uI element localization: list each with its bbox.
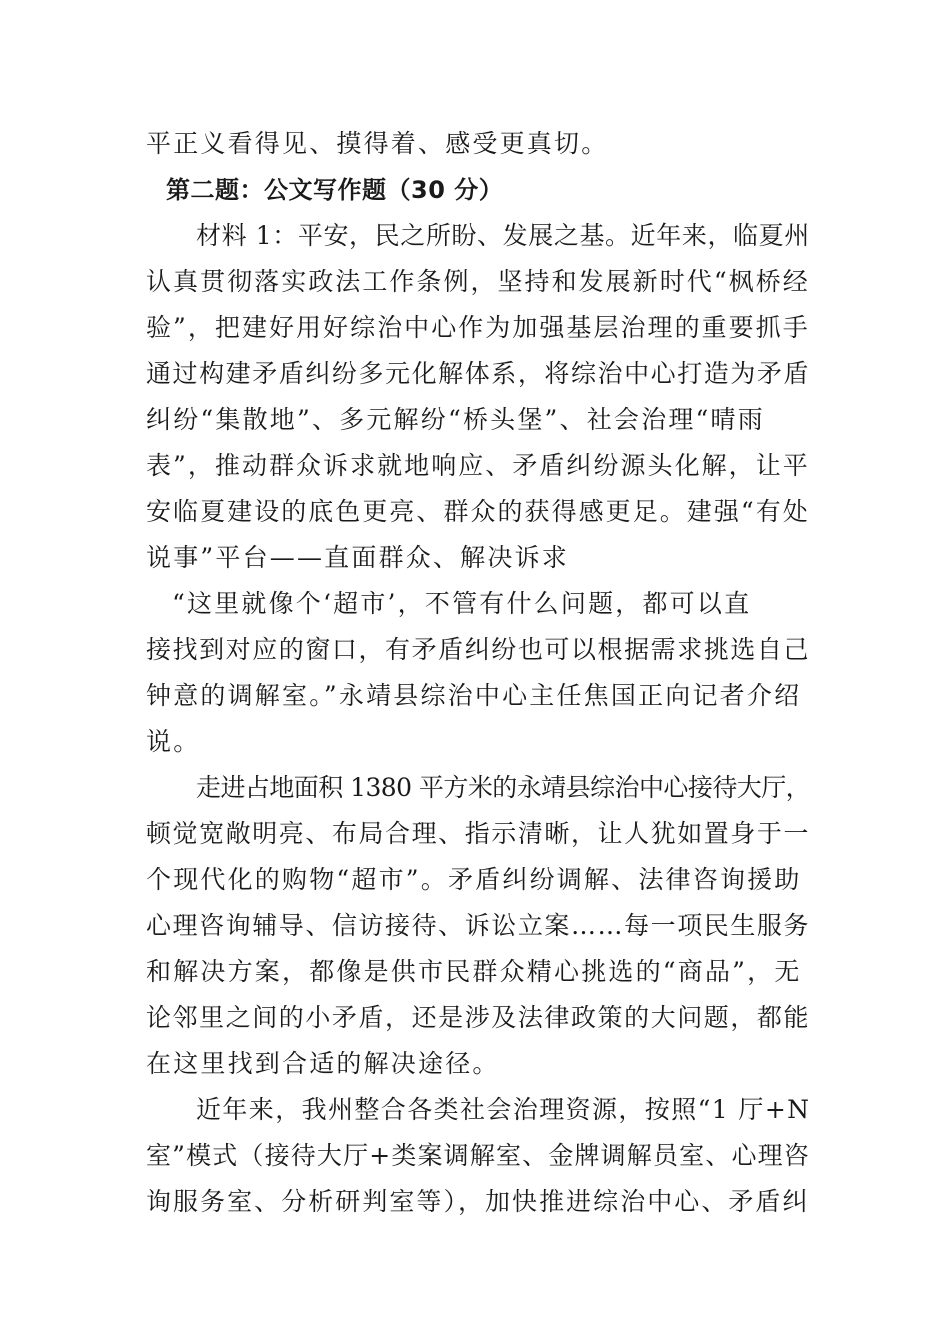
paragraph-first-line: 近年来，我州整合各类社会治理资源，按照“1 厅+N	[196, 1095, 811, 1124]
paragraph-line: 在这里找到合适的解决途径。	[146, 1049, 500, 1078]
document-body	[146, 121, 810, 1225]
paragraph-line: 说。	[146, 727, 201, 756]
paragraph-line: 说事”平台——直面群众、解决诉求	[146, 543, 569, 572]
paragraph-line: 心理咨询辅导、信访接待、诉讼立案……每一项民生服务	[146, 911, 811, 940]
paragraph-line: 通过构建矛盾纠纷多元化解体系，将综治中心打造为矛盾	[146, 359, 811, 388]
paragraph-line: 和解决方案，都像是供市民群众精心挑选的“商品”，无	[146, 957, 802, 986]
paragraph-line: 纠纷“集散地”、多元解纷“桥头堡”、社会治理“晴雨	[146, 405, 765, 434]
paragraph-line: 接找到对应的窗口，有矛盾纠纷也可以根据需求挑选自己	[146, 635, 811, 664]
paragraph-line: 表”，推动群众诉求就地响应、矛盾纠纷源头化解，让平	[146, 451, 810, 480]
paragraph-line: 论邻里之间的小矛盾，还是涉及法律政策的大问题，都能	[146, 1003, 811, 1032]
paragraph-line: 个现代化的购物“超市”。矛盾纠纷调解、法律咨询援助	[146, 865, 802, 894]
paragraph-continuation-line: 平正义看得见、摸得着、感受更真切。	[146, 129, 609, 158]
paragraph-first-line: 走进占地面积 1380 平方米的永靖县综治中心接待大厅，	[196, 773, 811, 802]
paragraph-first-line: “这里就像个‘超市’，不管有什么问题，都可以直	[172, 589, 752, 618]
section-heading: 第二题：公文写作题（30 分）	[166, 176, 504, 204]
paragraph-first-line: 材料 1：平安，民之所盼、发展之基。近年来，临夏州	[196, 221, 810, 250]
paragraph-line: 安临夏建设的底色更亮、群众的获得感更足。建强“有处	[146, 497, 810, 526]
paragraph-line: 钟意的调解室。”永靖县综治中心主任焦国正向记者介绍	[146, 681, 802, 710]
paragraph-line: 验”，把建好用好综治中心作为加强基层治理的重要抓手	[146, 313, 810, 342]
paragraph-line: 顿觉宽敞明亮、布局合理、指示清晰，让人犹如置身于一	[146, 819, 811, 848]
paragraph-line: 询服务室、分析研判室等），加快推进综治中心、矛盾纠	[146, 1187, 810, 1216]
paragraph-line: 室”模式（接待大厅+类案调解室、金牌调解员室、心理咨	[146, 1141, 810, 1170]
paragraph-line: 认真贯彻落实政法工作条例，坚持和发展新时代“枫桥经	[146, 267, 810, 296]
